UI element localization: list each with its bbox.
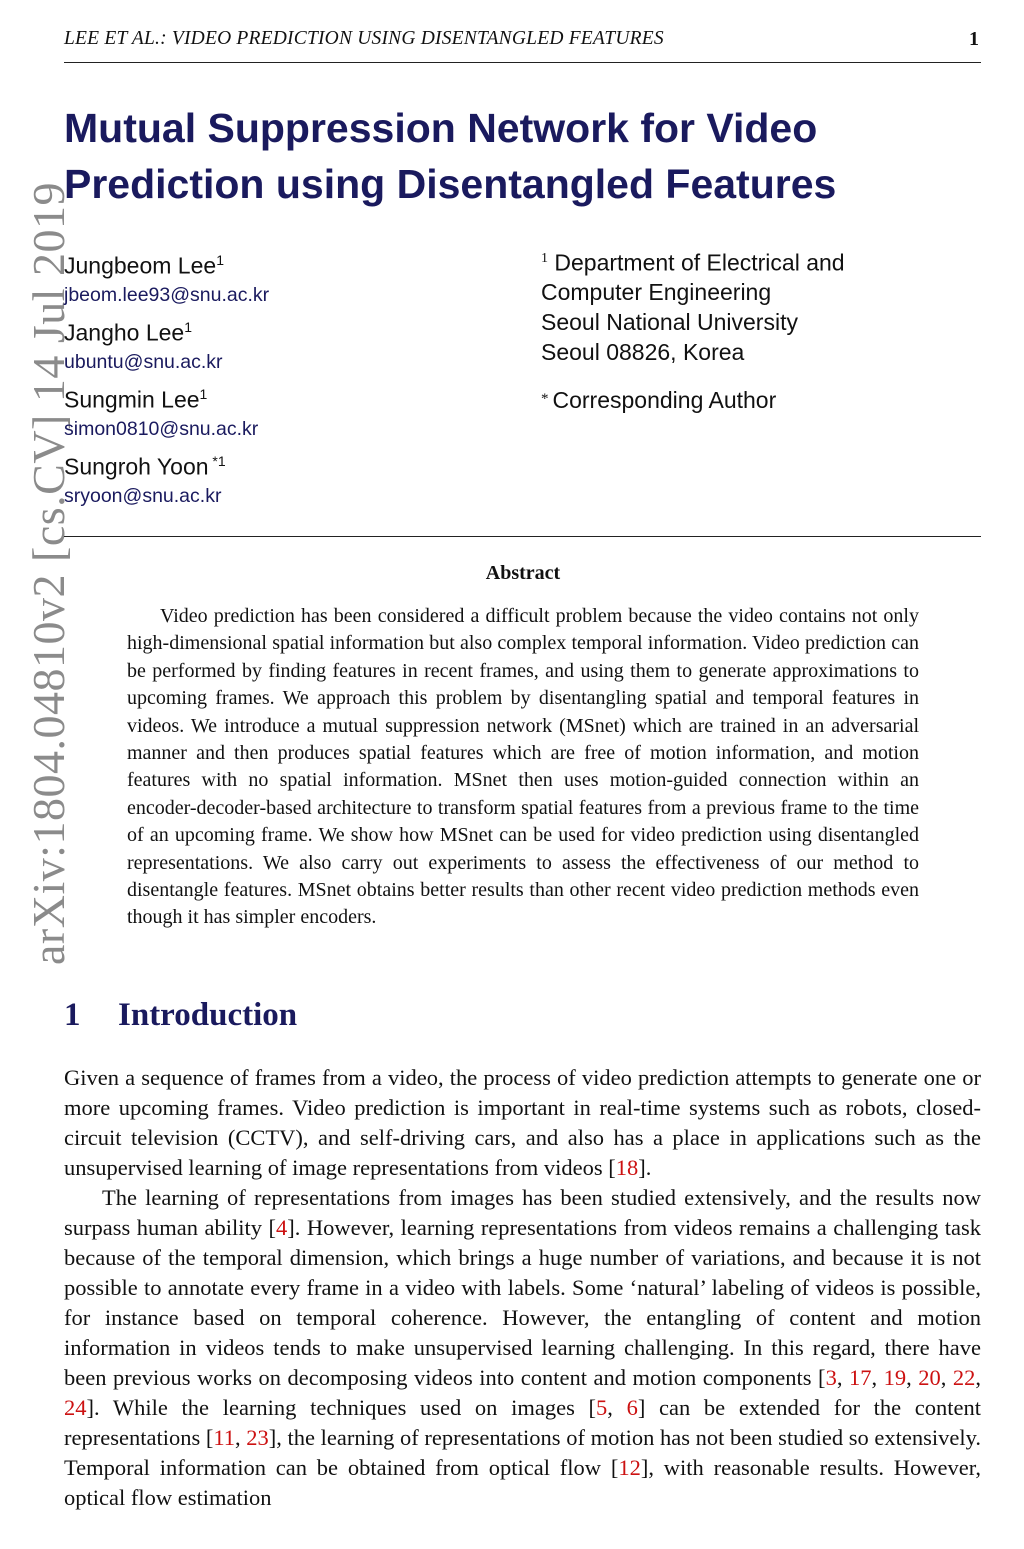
page-number: 1: [969, 28, 979, 50]
introduction-body: [64, 1063, 981, 1513]
author-email[interactable]: simon0810@snu.ac.kr: [64, 417, 259, 440]
author-name: Jangho Lee: [64, 319, 185, 346]
title-line-2: Prediction using Disentangled Features: [64, 161, 837, 207]
citation-link[interactable]: 4: [276, 1215, 288, 1240]
author-name: Jungbeom Lee: [64, 252, 217, 279]
affiliation-line-1: Department of Electrical and: [554, 249, 845, 276]
arxiv-stamp: arXiv:1804.04810v2 [cs.CV] 14 Jul 2019: [23, 181, 74, 965]
paper-title: [64, 100, 944, 212]
citation-link[interactable]: 3: [825, 1365, 837, 1390]
affiliation-mark: 1: [541, 251, 548, 266]
paragraph: The learning of representations from images has been studied extensively, and the results now surpass human ability [4]. However, learning representations from videos remains a challenging task because of the temporal dimension, which brings a huge number of variations, and because it is not possible to annotate every frame in a video with labels. Some ‘natural’ labeling of videos is possible, for instance based on temporal coherence. However, the entangling of content and motion information in videos tends to make unsupervised learning challenging. In this regard, there have been previous works on decomposing videos into content and motion components [3, 17, 19, 20, 22, 24]. While the learning techniques used on images [5, 6] can be extended for the content representations [11, 23], the learning of representations of motion has not been studied so extensively. Temporal information can be obtained from optical flow [12], with reasonable results. However, optical flow estimation: [64, 1185, 982, 1510]
section-title: Introduction: [118, 997, 298, 1033]
affiliation-line-4: Seoul 08826, Korea: [541, 338, 745, 365]
paragraph: Given a sequence of frames from a video, the process of video prediction attempts to generate one or more upcoming frames. Video prediction is important in real-time systems such as robots, closed-circuit television (CCTV), and self-driving cars, and also has a place in applications such as the unsupervised learning of image representations from videos [18].: [64, 1065, 981, 1180]
affiliation: [541, 244, 845, 367]
author-block: [64, 244, 269, 311]
abstract-heading: Abstract: [485, 562, 561, 584]
citation-link[interactable]: 5: [596, 1395, 608, 1420]
citation-link[interactable]: 17: [848, 1365, 872, 1390]
corresponding-mark: *: [541, 391, 549, 407]
citation-link[interactable]: 19: [883, 1365, 907, 1390]
citation-link[interactable]: 18: [615, 1155, 639, 1180]
author-name: Sungmin Lee: [64, 386, 200, 413]
corresponding-author-note: [541, 387, 776, 414]
author-affil-mark: 1: [184, 319, 193, 335]
author-affil-mark: 1: [216, 252, 224, 268]
section-number: 1: [64, 997, 81, 1033]
author-email[interactable]: sryoon@snu.ac.kr: [64, 484, 222, 507]
running-title: LEE ET AL.: VIDEO PREDICTION USING DISENTANGLED FEATURES: [64, 28, 664, 49]
author-list: [64, 244, 269, 512]
citation-link[interactable]: 20: [918, 1365, 941, 1390]
author-email[interactable]: ubuntu@snu.ac.kr: [64, 350, 223, 373]
abstract-text: Video prediction has been considered a difficult problem because the video contains not only high-dimensional spatial information but also complex temporal information. Video prediction can be performed by finding features in recent frames, and using them to generate approximations to upcoming frames. We approach this problem by disentangling spatial and temporal features in videos. We introduce a mutual suppression network (MSnet) which are trained in an adversarial manner and then produces spatial features which are free of motion information, and motion features with no spatial information. MSnet then uses motion-guided connection within an encoder-decoder-based architecture to transform spatial features from a previous frame to the time of an upcoming frame. We show how MSnet can be used for video prediction using disentangled representations. We also carry out experiments to assess the effectiveness of our method to disentangle features. MSnet obtains better results than other recent video prediction methods even though it has simpler encoders.: [127, 605, 919, 929]
citation-link[interactable]: 23: [246, 1425, 269, 1450]
author-name: Sungroh Yoon: [64, 453, 209, 480]
author-affil-mark: 1: [199, 386, 208, 402]
section-heading: [64, 997, 297, 1034]
author-block: [64, 311, 269, 378]
citation-link[interactable]: 6: [626, 1395, 638, 1420]
corresponding-text: Corresponding Author: [552, 387, 777, 413]
author-block: [64, 445, 269, 512]
running-header: [64, 26, 981, 63]
citation-link[interactable]: 11: [213, 1425, 235, 1450]
affiliation-line-2: Computer Engineering: [541, 279, 772, 306]
author-block: [64, 378, 269, 445]
divider: [64, 536, 981, 537]
author-email[interactable]: jbeom.lee93@snu.ac.kr: [64, 283, 270, 306]
author-affil-mark: *1: [208, 453, 226, 469]
citation-link[interactable]: 12: [618, 1455, 641, 1480]
citation-link[interactable]: 22: [952, 1365, 976, 1390]
title-line-1: Mutual Suppression Network for Video: [64, 105, 818, 151]
citation-link[interactable]: 24: [64, 1395, 87, 1420]
affiliation-line-3: Seoul National University: [541, 309, 798, 336]
